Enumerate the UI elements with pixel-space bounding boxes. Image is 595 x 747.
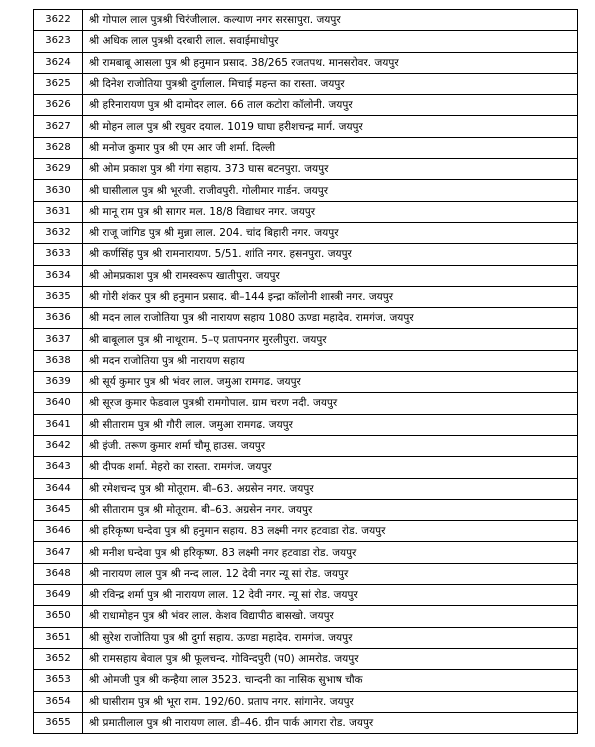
table-row [34, 542, 578, 563]
member-entry: श्री दीपक शर्मा. मेहरो का रास्ता. रामगंज. जयपुर [83, 457, 578, 478]
serial-number: 3633 [34, 244, 83, 265]
table-row [34, 10, 578, 31]
table-row [34, 712, 578, 733]
member-entry: श्री अधिक लाल पुत्रश्री दरबारी लाल. सवाईमाधोपुर [83, 31, 578, 52]
member-entry: श्री सीताराम पुत्र श्री गौरी लाल. जमुआ रामगढ. जयपुर [83, 414, 578, 435]
table-row [34, 95, 578, 116]
member-list-body [34, 10, 578, 734]
member-entry: श्री मानू राम पुत्र श्री सागर मल. 18/8 विद्याधर नगर. जयपुर [83, 201, 578, 222]
serial-number: 3646 [34, 521, 83, 542]
serial-number: 3622 [34, 10, 83, 31]
member-entry: श्री हरिनारायण पुत्र श्री दामोदर लाल. 66 ताल कटोरा कॉलोनी. जयपुर [83, 95, 578, 116]
serial-number: 3654 [34, 691, 83, 712]
table-row [34, 180, 578, 201]
serial-number: 3653 [34, 670, 83, 691]
serial-number: 3623 [34, 31, 83, 52]
member-list-page [33, 9, 578, 734]
serial-number: 3647 [34, 542, 83, 563]
member-entry: श्री मदन राजोतिया पुत्र श्री नारायण सहाय [83, 350, 578, 371]
table-row [34, 265, 578, 286]
member-entry: श्री रविन्द्र शर्मा पुत्र श्री नारायण लाल. 12 देवी नगर. न्यू सां रोड. जयपुर [83, 585, 578, 606]
member-entry: श्री राधामोहन पुत्र श्री भंवर लाल. केशव विद्यापीठ बासखो. जयपुर [83, 606, 578, 627]
serial-number: 3638 [34, 350, 83, 371]
table-row [34, 563, 578, 584]
member-entry: श्री रामसहाय बेवाल पुत्र श्री फूलचन्द. गोविन्दपुरी (प0) आमरोड. जयपुर [83, 648, 578, 669]
serial-number: 3630 [34, 180, 83, 201]
table-row [34, 435, 578, 456]
member-entry: श्री बाबूलाल पुत्र श्री नाथूराम. 5–ए प्रतापनगर मुरलीपुरा. जयपुर [83, 329, 578, 350]
table-row [34, 648, 578, 669]
member-entry: श्री ओमप्रकाश पुत्र श्री रामस्वरूप खातीपुरा. जयपुर [83, 265, 578, 286]
member-entry: श्री रामबाबू आसला पुत्र श्री हनुमान प्रसाद. 38/265 रजतपथ. मानसरोवर. जयपुर [83, 52, 578, 73]
table-row [34, 244, 578, 265]
member-entry: श्री मोहन लाल पुत्र श्री रघुवर दयाल. 1019 घाघा हरीशचन्द्र मार्ग. जयपुर [83, 116, 578, 137]
table-row [34, 521, 578, 542]
member-entry: श्री रमेशचन्द पुत्र श्री मोतूराम. बी–63. अग्रसेन नगर. जयपुर [83, 478, 578, 499]
serial-number: 3644 [34, 478, 83, 499]
member-entry: श्री सूरज कुमार फेडवाल पुत्रश्री रामगोपाल. ग्राम चरण नदी. जयपुर [83, 393, 578, 414]
serial-number: 3651 [34, 627, 83, 648]
table-row [34, 31, 578, 52]
serial-number: 3642 [34, 435, 83, 456]
member-entry: श्री राजू जांगिड पुत्र श्री मुन्ना लाल. 204. चांद बिहारी नगर. जयपुर [83, 222, 578, 243]
member-entry: श्री घासीलाल पुत्र श्री भूरजी. राजीवपुरी. गोलीमार गार्डन. जयपुर [83, 180, 578, 201]
table-row [34, 52, 578, 73]
serial-number: 3631 [34, 201, 83, 222]
member-entry: श्री गोपाल लाल पुत्रश्री चिरंजीलाल. कल्याण नगर सरसापुरा. जयपुर [83, 10, 578, 31]
table-row [34, 329, 578, 350]
table-row [34, 414, 578, 435]
member-entry: श्री ओम प्रकाश पुत्र श्री गंगा सहाय. 373 घास बटनपुरा. जयपुर [83, 159, 578, 180]
table-row [34, 457, 578, 478]
table-row [34, 201, 578, 222]
member-entry: श्री सीताराम पुत्र श्री मोतूराम. बी–63. अग्रसेन नगर. जयपुर [83, 499, 578, 520]
serial-number: 3639 [34, 372, 83, 393]
serial-number: 3652 [34, 648, 83, 669]
table-row [34, 350, 578, 371]
serial-number: 3626 [34, 95, 83, 116]
serial-number: 3655 [34, 712, 83, 733]
serial-number: 3624 [34, 52, 83, 73]
member-entry: श्री प्रमातीलाल पुत्र श्री नारायण लाल. डी–46. ग्रीन पार्क आगरा रोड. जयपुर [83, 712, 578, 733]
serial-number: 3649 [34, 585, 83, 606]
table-row [34, 116, 578, 137]
serial-number: 3648 [34, 563, 83, 584]
serial-number: 3627 [34, 116, 83, 137]
serial-number: 3637 [34, 329, 83, 350]
serial-number: 3625 [34, 73, 83, 94]
serial-number: 3632 [34, 222, 83, 243]
member-entry: श्री गोरी शंकर पुत्र श्री हनुमान प्रसाद. बी–144 इन्द्रा कॉलोनी शास्त्री नगर. जयपुर [83, 286, 578, 307]
serial-number: 3640 [34, 393, 83, 414]
member-list-table [33, 9, 578, 734]
serial-number: 3641 [34, 414, 83, 435]
table-row [34, 499, 578, 520]
member-entry: श्री घासीराम पुत्र श्री भूरा राम. 192/60. प्रताप नगर. सांगानेर. जयपुर [83, 691, 578, 712]
member-entry: श्री ओमजी पुत्र श्री कन्हैया लाल 3523. चान्दनी का नासिक सुभाष चौक [83, 670, 578, 691]
table-row [34, 585, 578, 606]
member-entry: श्री कर्णसिंह पुत्र श्री रामनारायण. 5/51. शांति नगर. हसनपुरा. जयपुर [83, 244, 578, 265]
table-row [34, 308, 578, 329]
member-entry: श्री इंजी. तरूण कुमार शर्मा चौमू हाउस. जयपुर [83, 435, 578, 456]
serial-number: 3634 [34, 265, 83, 286]
table-row [34, 393, 578, 414]
table-row [34, 159, 578, 180]
table-row [34, 691, 578, 712]
serial-number: 3635 [34, 286, 83, 307]
table-row [34, 286, 578, 307]
table-row [34, 222, 578, 243]
table-row [34, 372, 578, 393]
serial-number: 3650 [34, 606, 83, 627]
member-entry: श्री सूर्य कुमार पुत्र श्री भंवर लाल. जमुआ रामगढ. जयपुर [83, 372, 578, 393]
member-entry: श्री दिनेश राजोतिया पुत्रश्री दुर्गालाल. मिचाई महन्त का रास्ता. जयपुर [83, 73, 578, 94]
member-entry: श्री मनीश घन्देवा पुत्र श्री हरिकृष्ण. 83 लक्ष्मी नगर हटवाडा रोड. जयपुर [83, 542, 578, 563]
table-row [34, 627, 578, 648]
member-entry: श्री मदन लाल राजोतिया पुत्र श्री नारायण सहाय 1080 ऊण्डा महादेव. रामगंज. जयपुर [83, 308, 578, 329]
member-entry: श्री मनोज कुमार पुत्र श्री एम आर जी शर्मा. दिल्ली [83, 137, 578, 158]
table-row [34, 137, 578, 158]
serial-number: 3645 [34, 499, 83, 520]
table-row [34, 73, 578, 94]
serial-number: 3636 [34, 308, 83, 329]
member-entry: श्री हरिकृष्ण घन्देवा पुत्र श्री हनुमान सहाय. 83 लक्ष्मी नगर हटवाडा रोड. जयपुर [83, 521, 578, 542]
table-row [34, 606, 578, 627]
table-row [34, 478, 578, 499]
table-row [34, 670, 578, 691]
serial-number: 3628 [34, 137, 83, 158]
member-entry: श्री सुरेश राजोतिया पुत्र श्री दुर्गा सहाय. ऊण्डा महादेव. रामगंज. जयपुर [83, 627, 578, 648]
serial-number: 3643 [34, 457, 83, 478]
member-entry: श्री नारायण लाल पुत्र श्री नन्द लाल. 12 देवी नगर न्यू सां रोड. जयपुर [83, 563, 578, 584]
serial-number: 3629 [34, 159, 83, 180]
